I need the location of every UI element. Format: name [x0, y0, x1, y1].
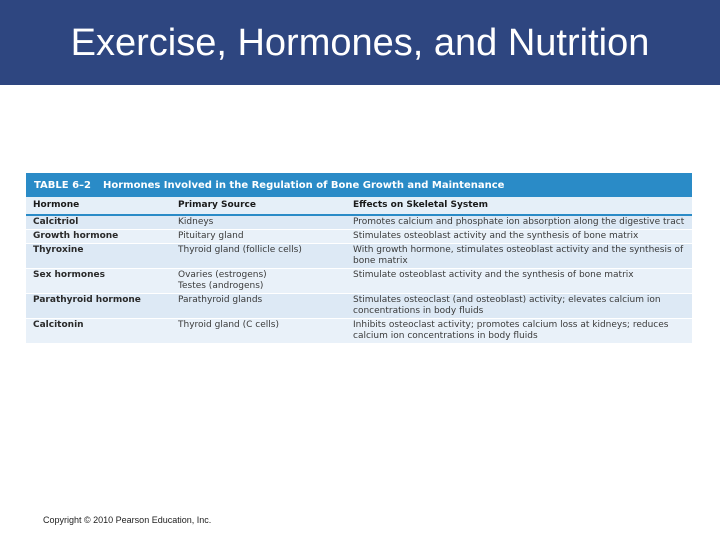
- table-row: [26, 230, 692, 244]
- effects-cell: Promotes calcium and phosphate ion absorption along the digestive tract: [353, 217, 685, 227]
- copyright-notice: Copyright © 2010 Pearson Education, Inc.: [43, 515, 212, 525]
- table-caption: [26, 173, 692, 197]
- header-primary-source: Primary Source: [178, 200, 256, 210]
- table-header-row: [26, 197, 692, 216]
- source-line: Testes (androgens): [178, 281, 264, 291]
- hormone-cell: Sex hormones: [33, 270, 105, 280]
- effects-cell: With growth hormone, stimulates osteoblast activity and the synthesis of bone matrix: [353, 245, 684, 266]
- table-number: TABLE 6–2: [34, 179, 92, 191]
- hormone-table: [26, 173, 692, 344]
- slide-title: Exercise, Hormones, and Nutrition: [70, 22, 650, 64]
- table-row: [26, 216, 692, 230]
- hormone-cell: Calcitriol: [33, 217, 79, 227]
- table-row: [26, 269, 692, 294]
- effects-cell: Inhibits osteoclast activity; promotes calcium loss at kidneys; reduces calcium ion concentrations in body fluids: [353, 320, 669, 341]
- hormone-cell: Thyroxine: [33, 245, 84, 255]
- table-caption-text: Hormones Involved in the Regulation of Bone Growth and Maintenance: [103, 179, 505, 191]
- header-effects: Effects on Skeletal System: [353, 200, 488, 210]
- title-bar: [0, 0, 720, 85]
- source-line: Ovaries (estrogens): [178, 270, 267, 280]
- hormone-cell: Parathyroid hormone: [33, 295, 141, 305]
- source-cell: Pituitary gland: [178, 231, 244, 241]
- effects-cell: Stimulates osteoclast (and osteoblast) activity; elevates calcium ion concentrations in body fluids: [353, 295, 661, 316]
- source-cell: Parathyroid glands: [178, 295, 263, 305]
- source-cell: Kidneys: [178, 217, 214, 227]
- source-cell: Thyroid gland (C cells): [178, 320, 279, 330]
- table-row: [26, 294, 692, 319]
- table-row: [26, 244, 692, 269]
- hormone-cell: Growth hormone: [33, 231, 119, 241]
- source-cell: [178, 270, 353, 292]
- table-row: [26, 319, 692, 344]
- header-hormone: Hormone: [33, 200, 80, 210]
- hormone-cell: Calcitonin: [33, 320, 84, 330]
- source-cell: Thyroid gland (follicle cells): [178, 245, 302, 255]
- effects-cell: Stimulates osteoblast activity and the synthesis of bone matrix: [353, 231, 639, 241]
- effects-cell: Stimulate osteoblast activity and the synthesis of bone matrix: [353, 270, 634, 280]
